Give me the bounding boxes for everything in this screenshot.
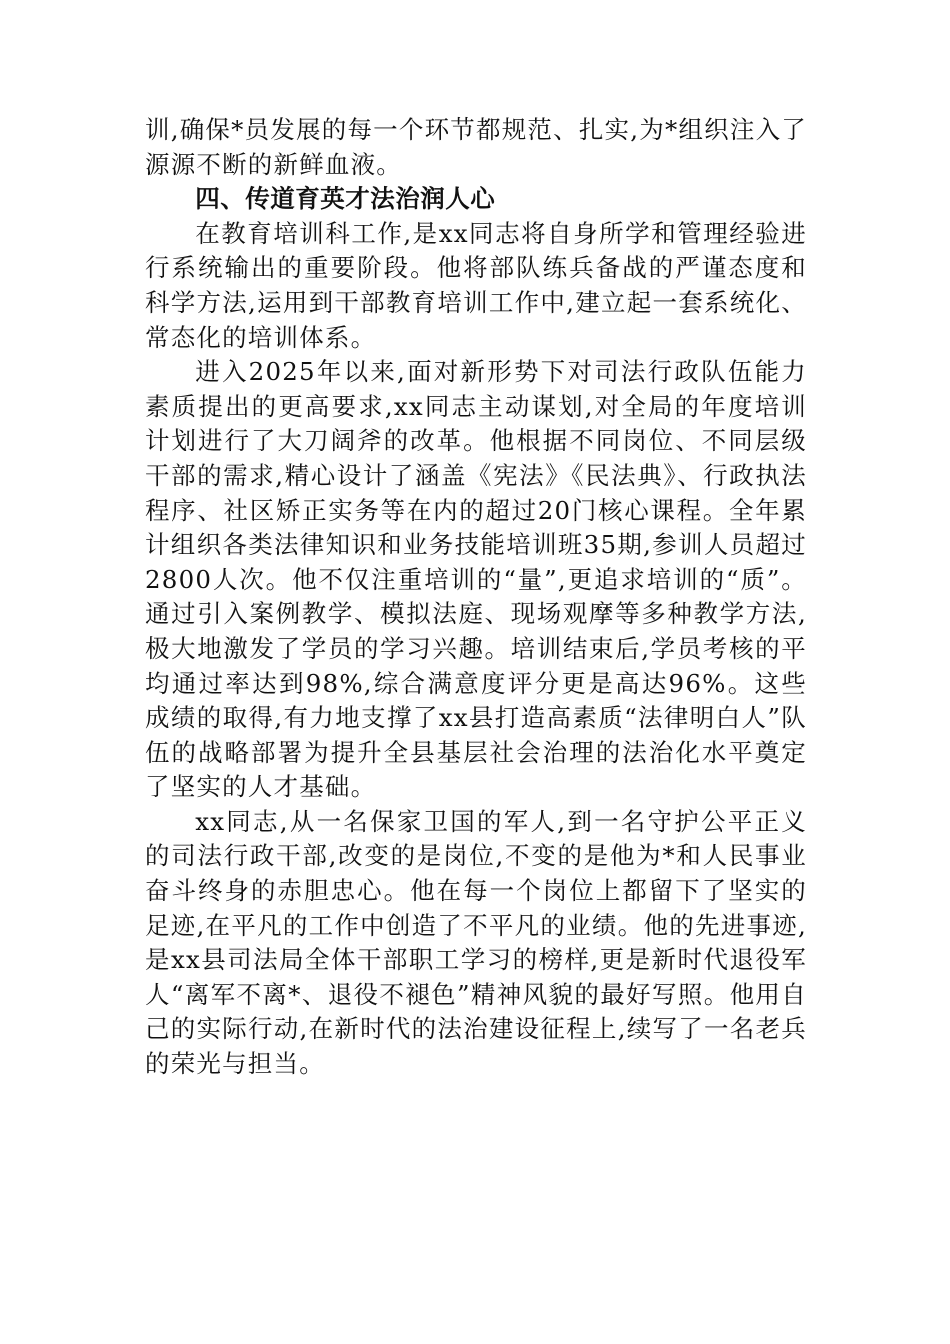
continued-paragraph: 训,确保*员发展的每一个环节都规范、扎实,为*组织注入了源源不断的新鲜血液。 <box>145 115 807 179</box>
section-heading: 四、传道育英才法治润人心 <box>195 184 496 214</box>
summary-paragraph: xx同志,从一名保家卫国的军人,到一名守护公平正义的司法行政干部,改变的是岗位,不变的是他为*和人民事业奋斗终身的赤胆忠心。他在每一个岗位上都留下了坚实的足迹,在平凡的工作中创造了不平凡的业绩。他的先进事迹,是xx县司法局全体干部职工学习的榜样,更是新时代退役军人“离军不离*、退役不褪色”精神风貌的最好写照。他用自己的实际行动,在新时代的法治建设征程上,续写了一名老兵的荣光与担当。 <box>145 806 807 1079</box>
training-department-paragraph: 在教育培训科工作,是xx同志将自身所学和管理经验进行系统输出的重要阶段。他将部队练兵备战的严谨态度和科学方法,运用到干部教育培训工作中,建立起一套系统化、常态化的培训体系。 <box>145 218 807 352</box>
training-reform-paragraph: 进入2025年以来,面对新形势下对司法行政队伍能力素质提出的更高要求,xx同志主动谋划,对全局的年度培训计划进行了大刀阔斧的改革。他根据不同岗位、不同层级干部的需求,精心设计了涵盖《宪法》《民法典》、行政执法程序、社区矫正实务等在内的超过20门核心课程。全年累计组织各类法律知识和业务技能培训班35期,参训人员超过2800人次。他不仅注重培训的“量”,更追求培训的“质”。通过引入案例教学、模拟法庭、现场观摩等多种教学方法,极大地激发了学员的学习兴趣。培训结束后,学员考核的平均通过率达到98%,综合满意度评分更是高达96%。这些成绩的取得,有力地支撑了xx县打造高素质“法律明白人”队伍的战略部署为提升全县基层社会治理的法治化水平奠定了坚实的人才基础。 <box>145 357 807 802</box>
document-body <box>145 113 807 1082</box>
